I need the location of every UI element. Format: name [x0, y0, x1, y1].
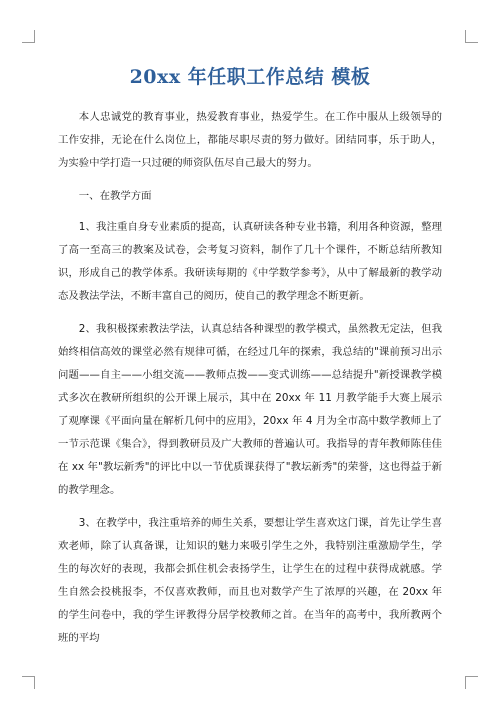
crop-mark-top-left — [22, 30, 35, 43]
document-title: 20xx 年任职工作总结 模板 — [129, 66, 371, 88]
paragraph-item-1: 1、我注重自身专业素质的提高，认真研读各种专业书籍，利用各种资源，整理了高一至高三的教案及试卷，会考复习资料，制作了几十个课件，不断总结所教知识，形成自己的教学体系。我研读每期的《中学数学参考》，从中了解最新的教学动态及教法学法，不断丰富自己的阅历，使自己的教学理念不断更新。 — [58, 221, 442, 302]
document-body — [58, 106, 442, 660]
crop-mark-top-right — [465, 30, 478, 43]
paragraph-intro: 本人忠诚党的教育事业，热爱教育事业，热爱学生。在工作中服从上级领导的工作安排，无论在什么岗位上，都能尽职尽责的努力做好。团结同事，乐于助人，为实验中学打造一只过硬的师资队伍尽自己最大的努力。 — [58, 111, 442, 169]
crop-mark-bottom-left — [22, 676, 35, 689]
section-heading-teaching: 一、在教学方面 — [78, 190, 152, 202]
paragraph-item-3: 3、在教学中，我注重培养的师生关系，要想让学生喜欢这门课，首先让学生喜欢老师，除了认真备课，让知识的魅力来吸引学生之外，我特别注重激励学生，学生的每次好的表现，我都会抓住机会表扬学生，让学生在的过程中获得成就感。学生自然会投桃报李，不仅喜欢教师，而且也对数学产生了浓厚的兴趣，在 20xx 年的学生问卷中，我的学生评教得分居学校教师之首。在当年的高考中，我所教两个班的平均 — [58, 517, 442, 644]
crop-mark-bottom-right — [465, 676, 478, 689]
paragraph-item-2: 2、我积极探索教法学法，认真总结各种课型的教学模式，虽然教无定法，但我始终相信高效的课堂必然有规律可循，在经过几年的探索，我总结的"课前预习出示问题——自主——小组交流——教师点拨——变式训练——总结提升"新授课教学模式多次在教研所组织的公开课上展示，其中在 20xx 年 11 月教学能手大赛上展示了观摩课《平面向量在解析几何中的应用》，20xx 年 4 月为全市高中数学教师上了一节示范课《集合》，得到教研员及广大教师的普遍认可。我指导的青年教师陈佳佳在 xx 年"教坛新秀"的评比中以一节优质课获得了"教坛新秀"的荣誉，这也得益于新的教学理念。 — [58, 323, 442, 496]
